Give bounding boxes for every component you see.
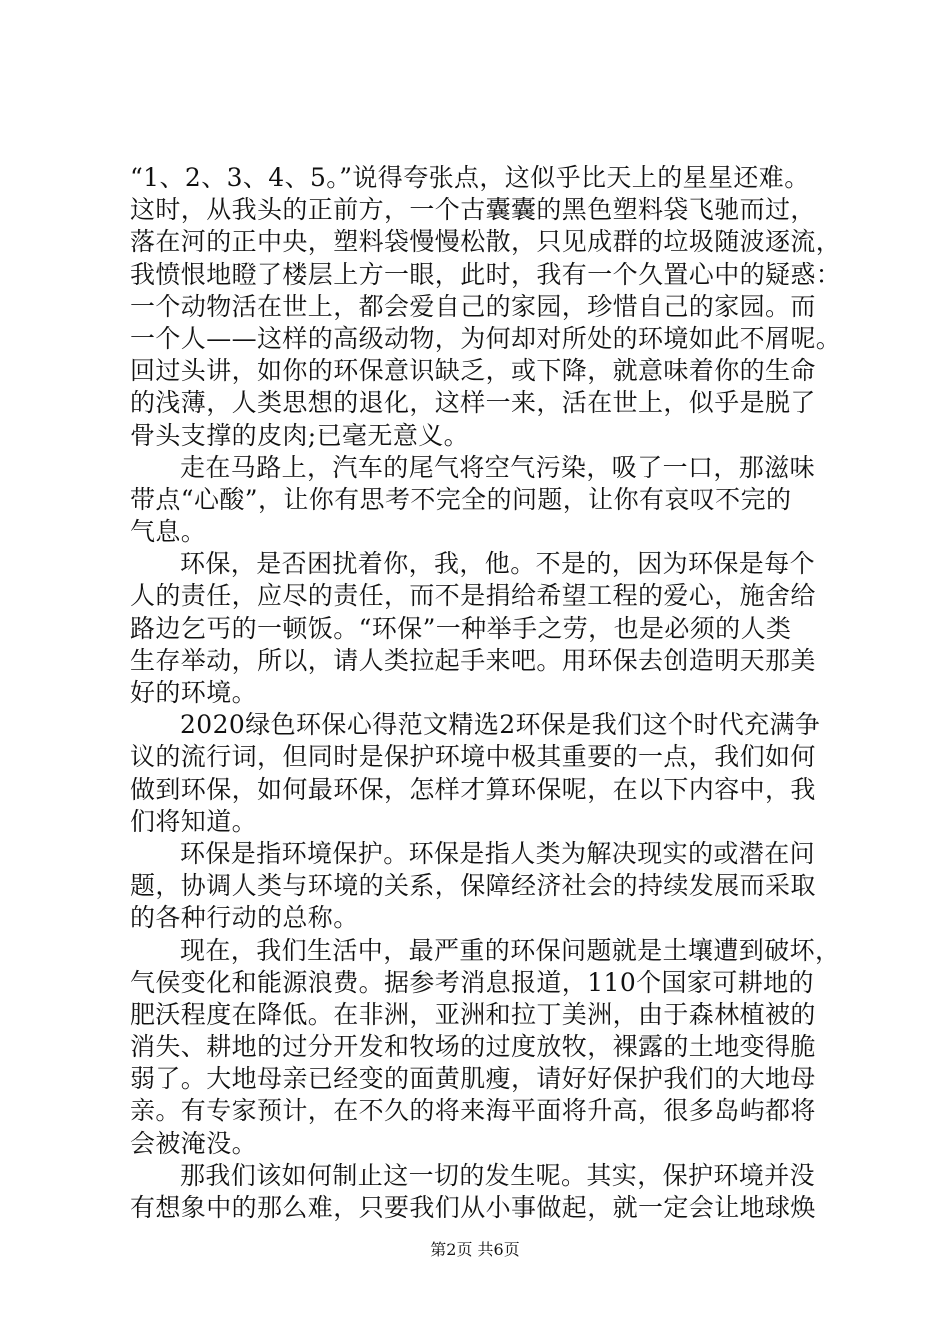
text-line: 的各种行动的总称。: [130, 903, 359, 933]
text-line: 的浅薄，人类思想的退化，这样一来，活在世上，似乎是脱了: [130, 388, 816, 418]
text-line: 消失、耕地的过分开发和牧场的过度放牧，裸露的土地变得脆: [130, 1032, 816, 1062]
text-line: 落在河的正中央，塑料袋慢慢松散，只见成群的垃圾随波逐流，: [130, 227, 842, 257]
text-line: 现在，我们生活中，最严重的环保问题就是土壤遭到破坏，: [180, 935, 841, 965]
text-line: 环保是指环境保护。环保是指人类为解决现实的或潜在问: [180, 838, 816, 868]
text-line: 亲。有专家预计，在不久的将来海平面将升高，很多岛屿都将: [130, 1096, 816, 1126]
text-line: 2020绿色环保心得范文精选2环保是我们这个时代充满争: [180, 710, 821, 740]
text-line: 肥沃程度在降低。在非洲，亚洲和拉丁美洲，由于森林植被的: [130, 999, 816, 1029]
text-line: 带点“心酸”，让你有思考不完全的问题，让你有哀叹不完的: [130, 484, 792, 514]
text-line: 气侯变化和能源浪费。据参考消息报道，110个国家可耕地的: [130, 967, 814, 997]
text-line: “1、2、3、4、5。”说得夸张点，这似乎比天上的星星还难。: [130, 163, 810, 192]
text-line: 气息。: [130, 517, 207, 547]
text-line: 弱了。大地母亲已经变的面黄肌瘦，请好好保护我们的大地母: [130, 1064, 816, 1094]
document-body: [130, 162, 842, 1224]
text-line: 做到环保，如何最环保，怎样才算环保呢，在以下内容中，我: [130, 774, 816, 804]
text-line: 路边乞丐的一顿饭。“环保”一种举手之劳，也是必须的人类: [130, 613, 792, 643]
text-line: 生存举动，所以，请人类拉起手来吧。用环保去创造明天那美: [130, 645, 816, 675]
text-line: 们将知道。: [130, 806, 258, 836]
text-line: 我愤恨地瞪了楼层上方一眼，此时，我有一个久置心中的疑惑：: [130, 259, 842, 289]
text-line: 人的责任，应尽的责任，而不是捐给希望工程的爱心，施舍给: [130, 581, 816, 611]
text-line: 骨头支撑的皮肉;已毫无意义。: [130, 420, 470, 450]
text-line: 回过头讲，如你的环保意识缺乏，或下降，就意味着你的生命: [130, 356, 816, 386]
text-line: 那我们该如何制止这一切的发生呢。其实，保护环境并没: [180, 1160, 816, 1190]
text-line: 一个动物活在世上，都会爱自己的家园，珍惜自己的家园。而: [130, 291, 816, 321]
text-line: 这时，从我头的正前方，一个古囊囊的黑色塑料袋飞驰而过，: [130, 195, 816, 225]
text-line: 好的环境。: [130, 678, 258, 707]
text-line: 环保，是否困扰着你，我，他。不是的，因为环保是每个: [180, 549, 816, 579]
page-footer: 第2页 共6页: [430, 1240, 520, 1259]
text-line: 走在马路上，汽车的尾气将空气污染，吸了一口，那滋味: [180, 452, 816, 482]
text-line: 有想象中的那么难，只要我们从小事做起，就一定会让地球焕: [130, 1193, 816, 1222]
text-line: 会被淹没。: [130, 1128, 258, 1158]
text-line: 一个人——这样的高级动物，为何却对所处的环境如此不屑呢。: [130, 323, 842, 353]
text-line: 议的流行词，但同时是保护环境中极其重要的一点，我们如何: [130, 742, 816, 772]
text-line: 题，协调人类与环境的关系，保障经济社会的持续发展而采取: [130, 871, 816, 901]
